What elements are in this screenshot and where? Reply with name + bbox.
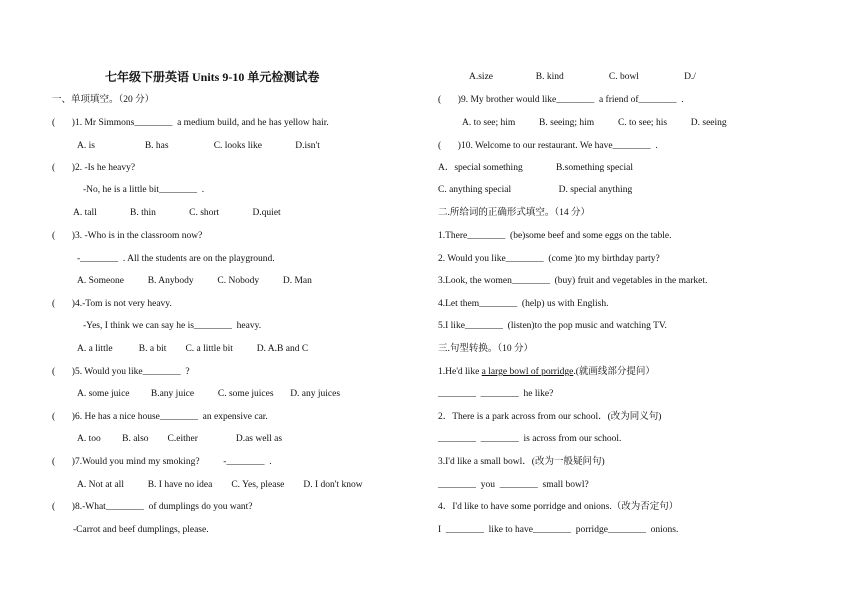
line-text: .(就画线部分提问） — [573, 367, 655, 377]
right-line-3: A. to see; him B. seeing; him C. to see; his D. seeing — [462, 118, 727, 128]
left-line-9: A. Someone B. Anybody C. Nobody D. Man — [77, 276, 312, 286]
left-line-1: 一、单项填空。（20 分） — [52, 95, 155, 105]
right-line-6: C. anything special D. special anything — [438, 185, 633, 195]
right-line-5: A．special something B.something special — [438, 163, 633, 173]
right-line-20: 4．I'd like to have some porridge and onions.（改为否定句） — [438, 502, 679, 512]
left-line-12: A. a little B. a bit C. a little bit D. A.B and C — [77, 344, 309, 354]
right-line-17: ________ ________ is across from our school. — [438, 434, 622, 444]
left-line-10: ( )4.-Tom is not very heavy. — [52, 299, 172, 309]
right-line-14 — [438, 366, 655, 378]
right-line-13: 三.句型转换。（10 分） — [438, 344, 534, 354]
left-line-5: -No, he is a little bit________ . — [83, 185, 205, 195]
right-line-1: A.size B. kind C. bowl D./ — [469, 72, 696, 82]
left-line-3: A. is B. has C. looks like D.isn't — [77, 141, 320, 151]
right-line-18: 3.I'd like a small bowl．(改为一般疑问句) — [438, 457, 605, 467]
left-line-6: A. tall B. thin C. short D.quiet — [73, 208, 281, 218]
page-title: 七年级下册英语 Units 9-10 单元检测试卷 — [105, 70, 320, 84]
right-line-10: 3.Look, the women________ (buy) fruit and vegetables in the market. — [438, 276, 708, 286]
right-line-2: ( )9. My brother would like________ a friend of________ . — [438, 95, 684, 105]
right-line-7: 二.所给词的正确形式填空。（14 分） — [438, 208, 591, 218]
left-line-8: -________ . All the students are on the playground. — [77, 254, 275, 264]
left-line-15: ( )6. He has a nice house________ an expensive car. — [52, 412, 268, 422]
left-line-13: ( )5. Would you like________ ? — [52, 367, 190, 377]
right-line-11: 4.Let them________ (help) us with English. — [438, 299, 609, 309]
left-line-20: -Carrot and beef dumplings, please. — [73, 525, 209, 535]
left-line-19: ( )8.-What________ of dumplings do you want? — [52, 502, 253, 512]
underlined-phrase: a large bowl of porridge — [481, 367, 574, 377]
right-line-9: 2. Would you like________ (come )to my birthday party? — [438, 254, 660, 264]
left-line-16: A. too B. also C.either D.as well as — [77, 434, 283, 444]
left-line-11: -Yes, I think we can say he is________ heavy. — [83, 321, 262, 331]
right-line-8: 1.There________ (be)some beef and some eggs on the table. — [438, 231, 672, 241]
left-line-2: ( )1. Mr Simmons________ a medium build, and he has yellow hair. — [52, 118, 329, 128]
line-text: 1.He'd like — [438, 367, 482, 377]
left-line-14: A. some juice B.any juice C. some juices D. any juices — [77, 389, 341, 399]
left-line-18: A. Not at all B. I have no idea C. Yes, please D. I don't know — [77, 480, 363, 490]
right-line-4: ( )10. Welcome to our restaurant. We have________ . — [438, 141, 658, 151]
left-line-4: ( )2. -Is he heavy? — [52, 163, 136, 173]
right-line-21: I ________ like to have________ porridge________ onions. — [438, 525, 679, 535]
left-line-7: ( )3. -Who is in the classroom now? — [52, 231, 203, 241]
right-line-15: ________ ________ he like? — [438, 389, 554, 399]
right-line-19: ________ you ________ small bowl? — [438, 480, 589, 490]
left-line-17: ( )7.Would you mind my smoking? -________ . — [52, 457, 272, 467]
right-line-12: 5.I like________ (listen)to the pop music and watching TV. — [438, 321, 667, 331]
right-line-16: 2．There is a park across from our school．(改为同义句) — [438, 412, 662, 422]
